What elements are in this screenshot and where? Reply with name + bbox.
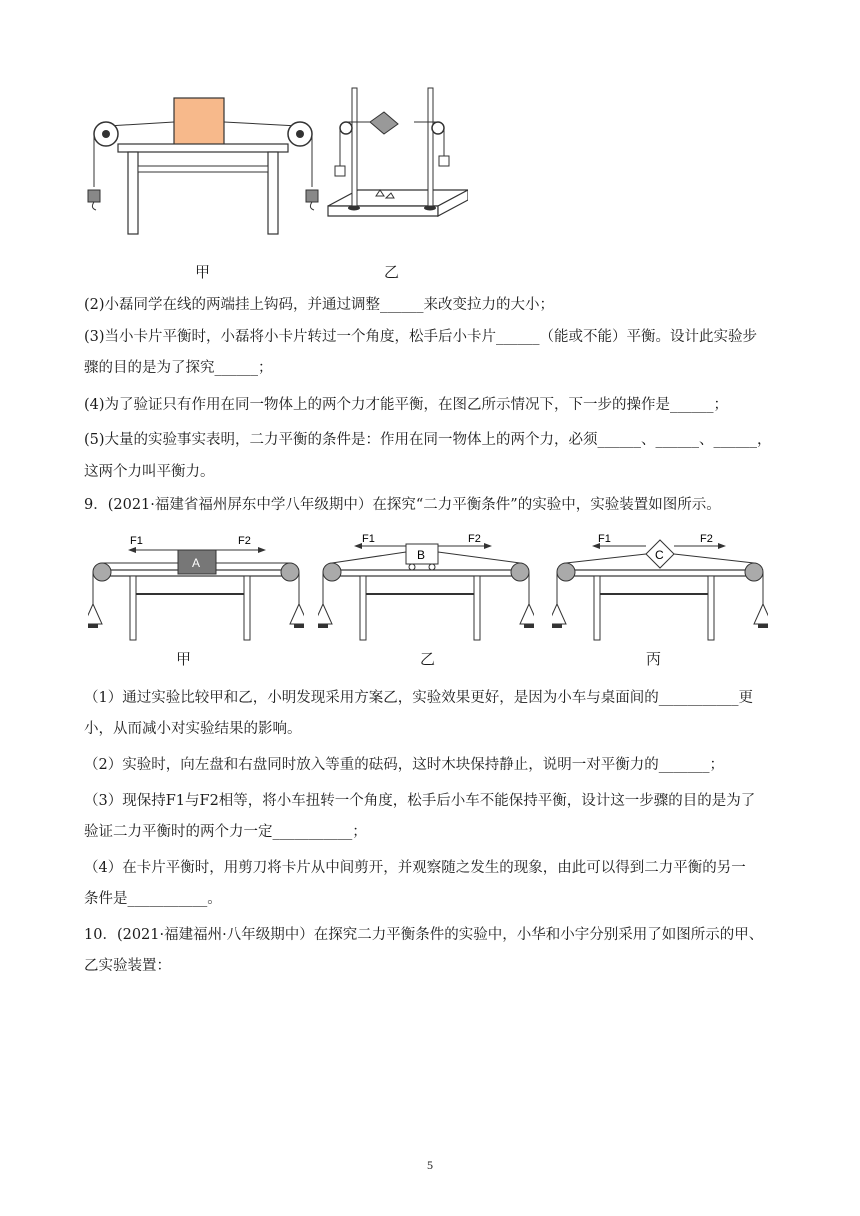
q9-part1-a: （1）通过实验比较甲和乙，小明发现采用方案乙，实验效果更好，是因为小车与桌面间的___________更 [84, 690, 753, 706]
card-c-label: C [655, 548, 664, 562]
cart-b-label: B [417, 548, 426, 562]
q9-part1-b: 小，从而减小对实验结果的影响。 [84, 721, 302, 737]
right-weight [306, 190, 318, 202]
left-weight [88, 190, 100, 202]
f1-label: F1 [362, 533, 375, 545]
orange-block [174, 98, 224, 146]
q9-part3-b: 验证二力平衡时的两个力一定___________； [84, 824, 367, 840]
figure-2-jia [88, 532, 304, 644]
fig2-caption-bing: 丙 [646, 650, 662, 668]
f2-label: F2 [468, 533, 481, 545]
f1-label: F1 [598, 533, 611, 545]
q9-part4-a: （4）在卡片平衡时，用剪刀将卡片从中间剪开，并观察随之发生的现象，由此可以得到二力平衡的另一 [84, 860, 746, 876]
q9-title: 9．(2021·福建省福州屏东中学八年级期中）在探究“二力平衡条件”的实验中，实验装置如图所示。 [84, 497, 721, 513]
block-a-label: A [192, 556, 201, 570]
f2-label: F2 [238, 535, 251, 547]
figure-2-yi [318, 532, 534, 644]
q10-line-b: 乙实验装置： [84, 958, 171, 974]
f2-label: F2 [700, 533, 713, 545]
q8-line-3a: (3)当小卡片平衡时，小磊将小卡片转过一个角度，松手后小卡片______（能或不能）平衡。设计此实验步 [84, 329, 758, 345]
q8-line-5a: (5)大量的实验事实表明，二力平衡的条件是：作用在同一物体上的两个力，必须______、______、______， [84, 432, 772, 448]
q9-part2: （2）实验时，向左盘和右盘同时放入等重的砝码，这时木块保持静止，说明一对平衡力的_______； [84, 757, 724, 773]
fig2-caption-yi: 乙 [420, 650, 436, 668]
q8-line-3b: 骤的目的是为了探究______； [84, 360, 273, 376]
f1-label: F1 [130, 535, 143, 547]
q8-line-4: (4)为了验证只有作用在同一物体上的两个力才能平衡，在图乙所示情况下，下一步的操作是______； [84, 397, 729, 413]
figure-1-jia [78, 92, 328, 242]
q9-part3-a: （3）现保持F1与F2相等，将小车扭转一个角度，松手后小车不能保持平衡，设计这一步骤的目的是为了 [84, 793, 756, 809]
figure-1-yi [318, 84, 468, 234]
q9-part4-b: 条件是___________。 [84, 891, 222, 907]
fig1-caption-jia: 甲 [195, 263, 211, 281]
fig1-caption-yi: 乙 [384, 263, 400, 281]
fig2-caption-jia: 甲 [176, 650, 192, 668]
card [370, 112, 398, 134]
q8-line-2: (2)小磊同学在线的两端挂上钩码，并通过调整______来改变拉力的大小； [84, 297, 555, 313]
q10-line-a: 10．(2021·福建福州·八年级期中）在探究二力平衡条件的实验中，小华和小宇分别采用了如图所示的甲、 [84, 927, 764, 943]
q8-line-5b: 这两个力叫平衡力。 [84, 464, 215, 480]
figure-2-bing [552, 532, 768, 644]
page-number: 5 [427, 1158, 433, 1172]
